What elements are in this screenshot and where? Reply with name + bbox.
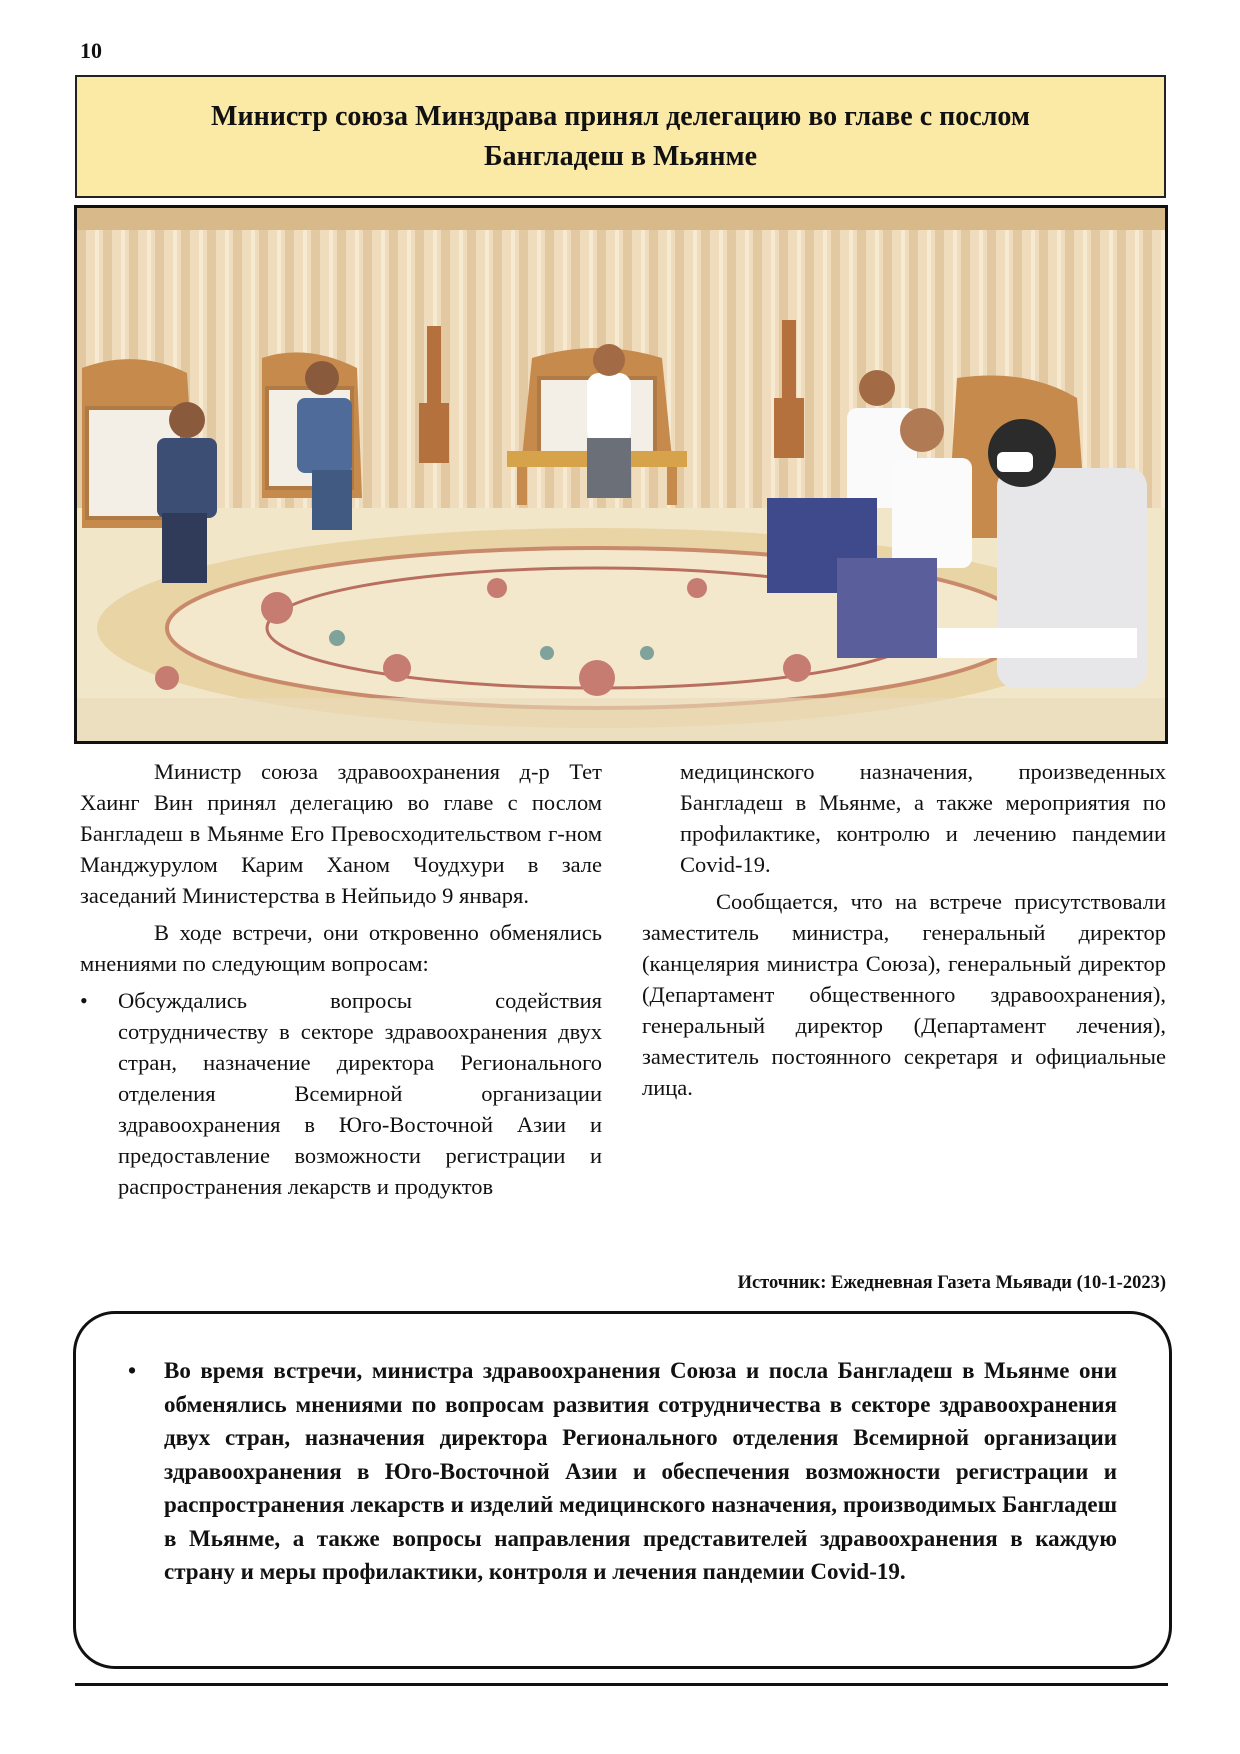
article-title [211, 97, 1030, 177]
meeting-photo [74, 205, 1168, 744]
title-box [75, 75, 1166, 198]
page-number: 10 [80, 38, 102, 63]
topic-item-continuation: медицинского назначения, произведенных Бангладеш в Мьянме, а также мероприятия по профилактике, контролю и лечению пандемии Covid-19. [680, 759, 1166, 877]
summary-box [73, 1311, 1172, 1669]
meeting-photo-illustration [77, 208, 1165, 741]
article-paragraph: Сообщается, что на встрече присутствовали заместитель министра, генеральный директор (канцелярия министра Союза), генеральный директор (Департамент общественного здравоохранения), генеральный директор (Департамент лечения), заместитель постоянного секретаря и официальные лица. [642, 889, 1166, 1100]
topics-list [80, 985, 602, 1202]
left-column [80, 756, 602, 1202]
article-paragraph: Министр союза здравоохранения д-р Тет Хаинг Вин принял делегацию во главе с послом Бангладеш в Мьянме Его Превосходительством г-ном Манджурулом Карим Ханом Чоудхури в зале заседаний Министерства в Нейпьидо 9 января. [80, 759, 602, 908]
source-credit: Источник: Ежедневная Газета Мьявади (10-1-2023) [737, 1273, 1166, 1293]
summary-list [128, 1354, 1117, 1589]
title-line-1: Министр союза Минздрава принял делегацию во главе с послом [211, 100, 1030, 132]
article-paragraph: В ходе встречи, они откровенно обменялись мнениями по следующим вопросам: [80, 920, 602, 976]
topic-item: • Обсуждались вопросы содействия сотрудничеству в секторе здравоохранения двух стран, назначение директора Регионального отделения Всемирной организации здравоохранения в Юго-Восточной Азии и предоставление возможности регистрации и распространения лекарств и продуктов [80, 985, 602, 1202]
summary-item: • Во время встречи, министра здравоохранения Союза и посла Бангладеш в Мьянме они обменялись мнениями по вопросам развития сотрудничества в секторе здравоохранения двух стран, назначения директора Регионального отделения Всемирной организации здравоохранения в Юго-Восточной Азии и обеспечения возможности регистрации и распространения лекарств и изделий медицинского назначения, производимых Бангладеш в Мьянме, а также вопросы направления представителей здравоохранения в каждую страну и меры профилактики, контроля и лечения пандемии Covid-19. [128, 1354, 1117, 1589]
title-line-2: Бангладеш в Мьянме [483, 140, 757, 172]
right-column [642, 756, 1166, 1109]
bottom-rule [75, 1683, 1168, 1686]
